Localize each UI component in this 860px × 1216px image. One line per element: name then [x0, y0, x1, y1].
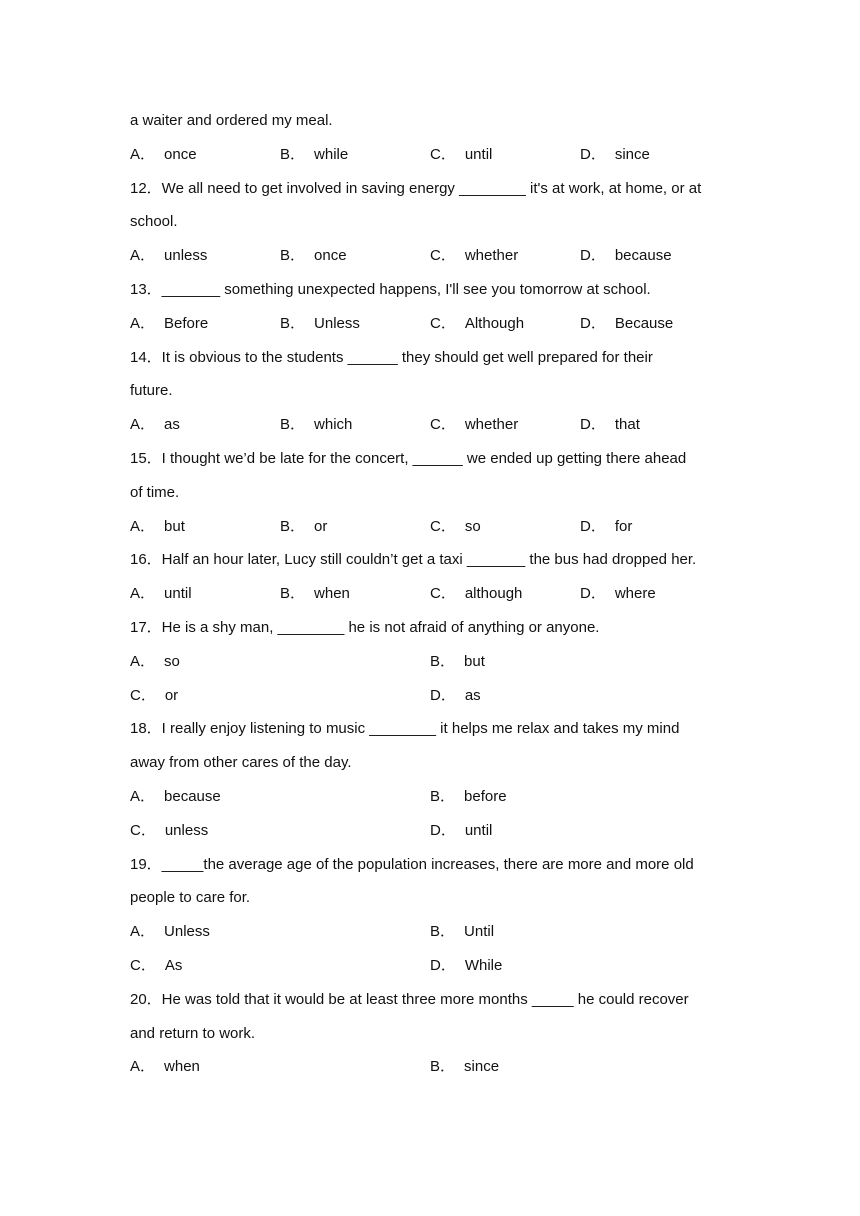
option-b: B． when — [280, 585, 350, 603]
option-d: D． While — [430, 956, 503, 974]
option-a: A． because — [130, 787, 221, 805]
option-d: D． for — [580, 517, 633, 535]
option-a: A． when — [130, 1058, 200, 1076]
question-20-options-row-1 — [130, 1050, 740, 1084]
option-b: B． since — [430, 1058, 500, 1076]
option-a: A． unless — [130, 247, 208, 265]
option-a: A． once — [130, 145, 197, 163]
option-c: C． so — [430, 517, 481, 535]
question-16-options — [130, 577, 740, 611]
option-b: B． which — [280, 416, 353, 434]
option-b: B． before — [430, 787, 507, 805]
option-a: A． until — [130, 585, 192, 603]
question-15-stem: 15．I thought we’d be late for the concert, ______ we ended up getting there ahead — [130, 449, 687, 467]
option-d: D． as — [430, 686, 481, 704]
question-12-stem: 12．We all need to get involved in saving energy ________ it's at work, at home, or at — [130, 179, 702, 197]
option-d: D． until — [430, 821, 493, 839]
question-12-stem-cont: school. — [130, 213, 178, 231]
question-17-options-row-1 — [130, 645, 740, 679]
question-14-options — [130, 408, 740, 442]
question-19-options-row-2 — [130, 949, 740, 983]
question-19-options-row-1 — [130, 915, 740, 949]
option-c: C． whether — [430, 416, 519, 434]
document-page — [130, 104, 740, 1084]
question-17-options-row-2 — [130, 679, 740, 713]
question-11-options — [130, 138, 740, 172]
option-b: B． once — [280, 247, 347, 265]
option-b: B． or — [280, 517, 328, 535]
option-b: B． but — [430, 652, 485, 670]
question-16-stem: 16．Half an hour later, Lucy still couldn’t get a taxi _______ the bus had dropped her. — [130, 551, 697, 569]
option-b: B． Until — [430, 923, 495, 941]
question-11-stem-tail: a waiter and ordered my meal. — [130, 112, 333, 129]
option-a: A． Before — [130, 314, 209, 332]
option-a: A． but — [130, 517, 185, 535]
option-c: C． until — [430, 145, 493, 163]
question-19-stem: 19．_____the average age of the population increases, there are more and more old — [130, 855, 694, 873]
question-20-stem-cont: and return to work. — [130, 1024, 256, 1042]
question-13-stem: 13．_______ something unexpected happens, I'll see you tomorrow at school. — [130, 280, 651, 298]
question-13-options — [130, 307, 740, 341]
option-a: A． as — [130, 416, 180, 434]
option-c: C． unless — [130, 821, 209, 839]
question-17-stem: 17．He is a shy man, ________ he is not afraid of anything or anyone. — [130, 618, 600, 636]
question-14-stem-cont: future. — [130, 382, 173, 400]
option-b: B． while — [280, 145, 349, 163]
question-20-stem: 20．He was told that it would be at least three more months _____ he could recover — [130, 990, 689, 1008]
question-18-options-row-2 — [130, 814, 740, 848]
question-15-stem-cont: of time. — [130, 483, 180, 501]
question-18-stem: 18．I really enjoy listening to music ________ it helps me relax and takes my mind — [130, 720, 680, 738]
option-a: A． so — [130, 652, 180, 670]
option-c: C． Although — [430, 314, 525, 332]
option-b: B． Unless — [280, 314, 360, 332]
question-18-options-row-1 — [130, 780, 740, 814]
option-c: C． As — [130, 956, 183, 974]
question-14-stem: 14．It is obvious to the students ______ they should get well prepared for their — [130, 348, 653, 366]
question-12-options — [130, 239, 740, 273]
option-d: D． Because — [580, 314, 674, 332]
option-c: C． whether — [430, 247, 519, 265]
option-d: D． since — [580, 145, 650, 163]
question-19-stem-cont: people to care for. — [130, 889, 251, 907]
question-15-options — [130, 510, 740, 544]
option-a: A． Unless — [130, 923, 210, 941]
option-c: C． although — [430, 585, 523, 603]
option-d: D． where — [580, 585, 656, 603]
question-18-stem-cont: away from other cares of the day. — [130, 754, 352, 772]
option-c: C． or — [130, 686, 179, 704]
option-d: D． that — [580, 416, 640, 434]
option-d: D． because — [580, 247, 672, 265]
